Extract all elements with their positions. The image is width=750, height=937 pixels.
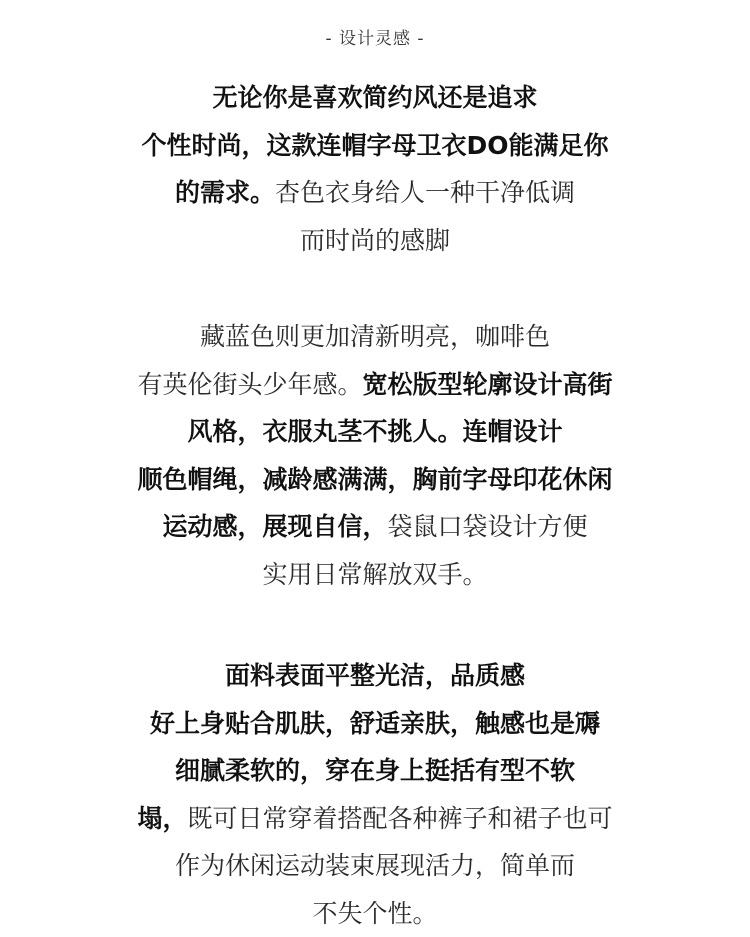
regular-text: 实用日常解放双手。	[262, 559, 488, 589]
regular-text: 藏蓝色则更加清新明亮，咖啡色	[199, 322, 550, 351]
paragraph-line	[0, 503, 750, 551]
bold-text: 面料表面平整光洁，品质感	[224, 661, 525, 690]
paragraph-line	[0, 842, 750, 890]
paragraph-line	[0, 456, 750, 504]
paragraph-2	[0, 313, 750, 598]
bold-text: 塌，	[137, 803, 188, 833]
paragraph-line	[0, 313, 750, 361]
bold-text: 风格，衣服丸茎不挑人。连帽设计	[187, 417, 563, 446]
section-title: - 设计灵感 -	[325, 29, 425, 49]
paragraph-line	[0, 795, 750, 843]
bold-text: 无论你是喜欢简约风还是追求	[212, 83, 538, 112]
bold-text: 顺色帽绳，减龄感满满，胸前字母印花休闲	[137, 464, 613, 494]
paragraph-line	[0, 74, 750, 122]
regular-text: 杏色衣身给人一种干净低调	[275, 178, 576, 207]
bold-text: 个性时尚，这款连帽字母卫衣DO能满足你	[141, 130, 609, 160]
paragraph-line	[0, 361, 750, 409]
paragraph-line	[0, 652, 750, 700]
regular-text: 既可日常穿着搭配各种裤子和裙子也可	[187, 803, 613, 833]
regular-text: 有英伦街头少年感。	[137, 369, 363, 399]
regular-text: 不失个性。	[312, 898, 438, 928]
bold-text: 运动感，展现自信，	[162, 512, 388, 541]
bold-text: 细腻柔软的，穿在身上挺括有型不软	[174, 756, 575, 785]
regular-text: 作为休闲运动装束展现活力，简单而	[174, 851, 575, 880]
regular-text: 而时尚的感脚	[299, 225, 450, 255]
paragraph-line	[0, 122, 750, 170]
bold-text: 好上身贴合肌肤，舒适亲肤，触感也是䢆	[149, 708, 600, 738]
paragraph-line	[0, 551, 750, 599]
paragraph-line	[0, 700, 750, 748]
paragraph-3	[0, 652, 750, 937]
bold-text: 的需求。	[174, 178, 275, 207]
paragraph-line	[0, 217, 750, 265]
paragraph-line	[0, 169, 750, 217]
paragraph-line	[0, 747, 750, 795]
bold-text: 宽松版型轮廓设计高街	[362, 369, 613, 399]
paragraph-line	[0, 890, 750, 937]
paragraph-line	[0, 408, 750, 456]
paragraph-1	[0, 74, 750, 264]
regular-text: 袋鼠口袋设计方便	[387, 512, 588, 541]
